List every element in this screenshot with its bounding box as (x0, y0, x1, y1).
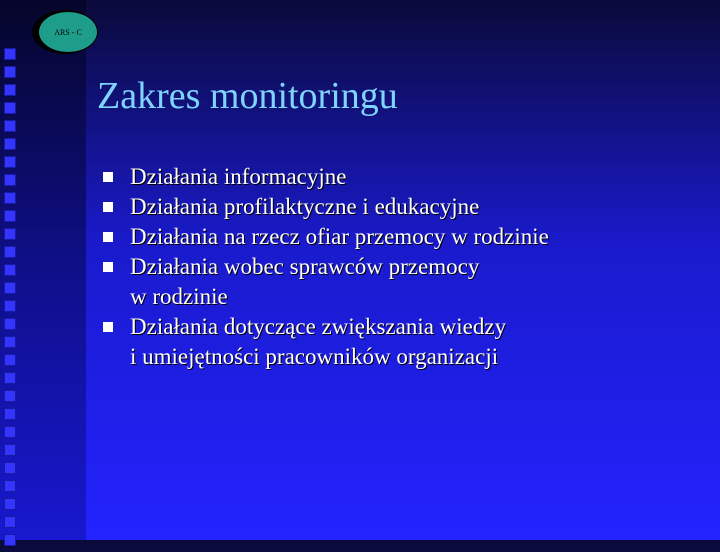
left-decorative-strip (0, 0, 86, 540)
bullet-text: Działania informacyjne (130, 164, 347, 189)
bullet-text-continuation: w rodzinie (130, 284, 228, 309)
logo-text: ARS - C (54, 27, 82, 37)
bullet-item (103, 222, 690, 252)
square-pattern (4, 48, 18, 552)
bullet-square-icon (103, 232, 113, 242)
bullet-text: Działania profilaktyczne i edukacyjne (130, 194, 480, 219)
bullet-text: Działania na rzecz ofiar przemocy w rodzinie (130, 224, 549, 249)
bullet-square-icon (103, 202, 113, 212)
bullet-list (103, 162, 690, 372)
bullet-square-icon (103, 262, 113, 272)
logo (39, 12, 97, 52)
bullet-square-icon (103, 172, 113, 182)
bullet-item (103, 252, 690, 312)
bullet-item (103, 312, 690, 372)
bullet-text: Działania dotyczące zwiększania wiedzy (130, 314, 507, 339)
bullet-text-continuation: i umiejętności pracowników organizacji (130, 344, 499, 369)
bullet-text: Działania wobec sprawców przemocy (130, 254, 480, 279)
bullet-item (103, 162, 690, 192)
bullet-square-icon (103, 322, 113, 332)
bullet-item (103, 192, 690, 222)
slide-title: Zakres monitoringu (97, 75, 398, 117)
